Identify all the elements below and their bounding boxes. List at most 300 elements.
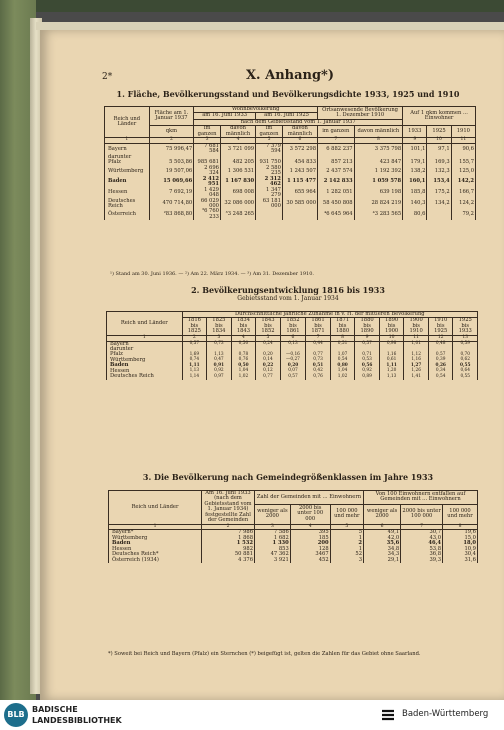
col-growth: Durchschnittliche jährliche Zunahme in v. H. der mittleren Bevölkerung [182,312,477,318]
section3-heading: 3. Die Bevölkerung nach Gemeindegrößenklassen im Jahre 1933 [142,472,434,482]
period-part: 1852 [261,328,275,335]
section3-footnote: *) Soweit bei Reich und Bayern (Pfalz) ein Sternchen (*) beigefügt ist, gelten die Zahlen für das Gebiet ohne Saarland. [108,651,421,657]
cell-value: 0,98 [379,341,404,347]
period-part: 1825 [212,317,226,324]
row-label: Hessen [109,547,202,552]
col-number: 6 [282,138,317,144]
cell-p25: 931 750 [256,160,283,165]
bw-label: Baden-Württemberg [402,709,489,719]
cell-p33: 985 681 [194,160,221,165]
col-year-1933: 1933 [403,126,427,138]
cell-m33: 1 306 531 [220,166,255,177]
cell-d25: 134,2 [427,199,451,210]
cell-m25: 454 833 [282,160,317,165]
page-number: 2* [102,72,113,82]
cell-sb: 30,7 [401,530,443,536]
cell-sa: 34,3 [364,552,401,557]
cell-total: 7 986 [202,530,255,536]
period-part: bis [461,322,470,329]
cell-value: 0,53 [355,358,380,363]
col-number: 11 [451,138,475,144]
cell-c: 1 [330,536,363,541]
cell-value: 0,12 [256,369,281,374]
col-number: 13 [453,335,478,341]
bw-lions-icon [380,707,398,723]
period-part: 1825 [187,328,201,335]
cell-value: 0,24 [256,341,281,347]
period-part: bis [314,322,322,329]
cell-m25: 655 964 [282,188,317,199]
col-total-10: im ganzen [318,126,355,138]
cell-value: 0,51 [330,341,355,347]
cell-d33: 101,1 [403,143,427,154]
cell-p10: 2 142 833 [318,177,355,188]
cell-sb: 46,4 [401,541,443,546]
period-part: bis [338,322,347,329]
cell-value: 0,51 [306,363,331,368]
period-part: bis [289,322,297,329]
cell-sa: 42,0 [364,536,401,541]
cell-value: 0,34 [428,369,453,374]
cell-sc: 31,6 [443,558,478,563]
cell-value: 0,92 [207,369,232,374]
cell-c: 3 [330,558,363,563]
cell-m33: 1 167 830 [220,177,255,188]
col-region: Reich und Länder [107,312,183,336]
page-top-edge [36,22,504,30]
col-share-lt2000: weniger als 2000 [364,504,401,524]
cell-m33: ³3 248 265 [220,209,255,220]
period-part: 1933 [458,328,472,335]
cell-d10: 90,6 [451,143,475,154]
col-number: 6 [280,335,306,341]
cell-p10: 857 213 [318,160,355,165]
cell-p25: 1 347 279 [256,188,283,199]
cell-d33: 80,6 [403,209,427,220]
period-part: bis [264,322,272,329]
cell-value: 0,78 [231,352,256,357]
period-part: bis [436,322,445,329]
col-number: 10 [427,138,451,144]
row-label: Baden [109,541,202,546]
cell-value: 1,02 [330,374,355,379]
cell-a: 47 362 [255,552,291,557]
period-part: 1910 [434,317,448,324]
cell-value: 0,62 [453,358,478,363]
period-part: 1843 [236,328,251,335]
col-area: Fläche am 1. Januar 1937 [149,107,194,126]
row-label: Pfalz [105,160,150,165]
cell-value: 0,47 [207,358,232,363]
cell-d33: 138,2 [403,166,427,177]
cell-d33: 140,3 [403,199,427,210]
cell-value: 0,44 [306,341,331,347]
period-part: 1880 [335,328,350,335]
period-header [428,318,453,335]
cell-p10: ⁴6 645 964 [318,209,355,220]
col-number: 7 [318,138,355,144]
cell-sc: 10,9 [443,547,478,552]
col-pop: Am 16. Juni 1933 (nach dem Gebietsstand vom 1. Januar 1934) festgestellte Zahl der Gemeinden [202,491,255,525]
cell-value: 1,13 [207,352,232,357]
row-label: Österreich (1934) [109,558,202,563]
cell-area: ²83 868,80 [149,209,194,220]
cell-value: 0,76 [306,374,331,379]
cell-b: 128 [290,547,330,552]
col-share-2000: 2000 bis unter 100 000 [401,504,443,524]
col-male-10: davon männlich [354,126,403,138]
cell-value: 0,07 [280,369,306,374]
cell-value: 0,26 [428,363,453,368]
cell-value: 1,13 [379,374,404,379]
cell-value: 0,80 [330,363,355,368]
row-label: darunter [107,347,183,352]
cell-value: 0,48 [428,341,453,347]
section2-heading: 2. Bevölkerungsentwicklung 1816 bis 1933 [191,285,385,295]
cell-value: 1,07 [330,352,355,357]
cell-value: 0,91 [207,363,232,368]
cell-value: 1,27 [404,363,429,368]
cell-value: 0,22 [256,363,281,368]
cell-value: 1,11 [379,363,404,368]
period-header [330,318,355,335]
cell-value: 1,16 [404,358,429,363]
row-label: Bayern* [109,530,202,536]
cell-area: 75 996,47 [149,143,194,154]
col-number: 3 [255,524,291,530]
table-row [107,374,478,379]
cell-p10: 6 882 237 [318,143,355,154]
cell-a: 7 586 [255,530,291,536]
col-number: 2 [149,138,194,144]
cell-d10: 155,7 [451,160,475,165]
period-part: 1890 [385,317,399,324]
cell-value: 0,77 [256,374,281,379]
cell-value: 1,02 [231,374,256,379]
col-number: 11 [404,335,429,341]
row-label: Hessen [105,188,150,199]
col-number: 5 [256,138,283,144]
table-row [105,143,476,154]
cell-value: 0,74 [182,358,207,363]
col-number: 8 [354,138,403,144]
col-number: 9 [403,138,427,144]
period-header [404,318,429,335]
cell-value: 1,04 [231,369,256,374]
col-number: 12 [428,335,453,341]
table-population-growth [106,311,478,380]
cell-m10: 639 198 [354,188,403,199]
col-pop1933: am 16. Juni 1933 [194,113,256,119]
col-male-33: davon männlich [220,126,255,138]
cell-value: 0,39 [428,358,453,363]
col-number: 1 [107,335,183,341]
col-pop1925: am 16. Juni 1925 [256,113,318,119]
col-number: 1 [109,524,202,530]
cell-m25: 1 243 507 [282,166,317,177]
cell-p33: 7 681 584 [194,143,221,154]
period-part: 1871 [311,328,325,335]
row-label: Deutsches Reich [105,199,150,210]
cell-value: 0,61 [379,358,404,363]
col-number: 5 [256,335,281,341]
cell-value: 0,57 [280,374,306,379]
cell-value: 0,77 [306,352,331,357]
col-2000: 2000 bis unter 100 000 [290,504,330,524]
cell-value: 0,92 [355,369,380,374]
cell-m10: 423 847 [354,160,403,165]
cell-m10: 3 375 798 [354,143,403,154]
col-male-25: davon männlich [282,126,317,138]
table-row [105,199,476,210]
cell-value: 1,16 [379,352,404,357]
cell-d25: 153,4 [427,177,451,188]
cell-p33: 2 696 324 [194,166,221,177]
period-header [306,318,331,335]
period-part: 1852 [286,317,300,324]
background-strip [0,0,504,12]
period-part: 1871 [335,317,350,324]
col-number: 2 [182,335,207,341]
cell-value: 0,97 [207,374,232,379]
cell-value: 1,04 [330,369,355,374]
row-label: Württemberg [105,166,150,177]
col-area-unit: qkm [149,126,194,138]
period-header [231,318,256,335]
cell-value: —0,16 [280,352,306,357]
cell-p33: 66 029 000 [194,199,221,210]
table-row [105,209,476,220]
cell-area: 5 503,86 [149,160,194,165]
cell-value: 0,55 [453,374,478,379]
period-part: bis [239,322,248,329]
cell-p33: 2 412 951 [194,177,221,188]
period-part: 1843 [261,317,275,324]
period-part: 1925 [458,317,472,324]
cell-m33: 482 205 [220,160,255,165]
col-lt2000: weniger als 2000 [255,504,291,524]
cell-p25: 7 379 594 [256,143,283,154]
col-count: Zahl der Gemeinden mit ... Einwohnern [255,491,364,505]
cell-value: 0,76 [231,358,256,363]
cell-value: 0,71 [355,352,380,357]
col-territory: nach dem Gebietsstand vom 1. Januar 1937 [194,119,403,125]
cell-p25: 63 181 000 [256,199,283,210]
col-share: Von 100 Einwohnern entfallen auf Gemeinden mit ... Einwohnern [364,491,478,505]
cell-value: 0,64 [453,369,478,374]
cell-value: 0,13 [280,341,306,347]
col-number: 4 [231,335,256,341]
cell-m25: 3 572 298 [282,143,317,154]
cell-value: 1,69 [182,352,207,357]
period-part: bis [215,322,223,329]
col-100000: 100 000 und mehr [330,504,363,524]
cell-sc: 19,6 [443,530,478,536]
cell-m10: 28 824 219 [354,199,403,210]
col-number: 6 [364,524,401,530]
cell-m10: 1 059 578 [354,177,403,188]
col-number: 2 [202,524,255,530]
cell-m33: 698 008 [220,188,255,199]
cell-p10: 1 282 051 [318,188,355,199]
table-row [109,558,478,563]
col-number: 1 [105,138,150,144]
cell-sa: 49,1 [364,530,401,536]
cell-m25 [282,209,317,220]
blb-name [32,704,122,726]
cell-value: 0,50 [231,363,256,368]
period-part: 1890 [360,328,374,335]
col-number: 7 [401,524,443,530]
cell-d33: 160,1 [403,177,427,188]
cell-p25: 2 580 235 [256,166,283,177]
cell-value: 1,26 [404,369,429,374]
cell-p33: ³6 760 233 [194,209,221,220]
col-region: Reich und Länder [105,107,150,138]
blb-logo: BLB [4,703,28,727]
cell-c: 1 [330,547,363,552]
cell-value: 0,70 [453,352,478,357]
period-part: bis [363,322,371,329]
section1-heading: 1. Fläche, Bevölkerungsstand und Bevölkerungsdichte 1933, 1925 und 1910 [116,89,460,99]
cell-area: 15 069,66 [149,177,194,188]
col-year-1925: 1925 [427,126,451,138]
cell-d33: 179,1 [403,160,427,165]
period-part: bis [387,322,396,329]
section1-footnote: ¹) Stand am 30. Juni 1936. — ²) Am 22. März 1934. — ³) Am 31. Dezember 1910. [110,271,314,277]
cell-value: 0,50 [231,341,256,347]
cell-m25: 30 585 000 [282,199,317,210]
period-header [453,318,478,335]
cell-sc: 30,4 [443,552,478,557]
blb-line1: BADISCHE [32,705,78,714]
cell-area: 19 507,06 [149,166,194,177]
row-label: Hessen [107,369,183,374]
cell-total: 1 868 [202,536,255,541]
col-year-1910: 1910 [451,126,475,138]
col-number: 7 [306,335,331,341]
cell-value: 0,56 [355,363,380,368]
period-part: 1925 [434,328,448,335]
cell-m33: 32 086 000 [220,199,255,210]
period-part: 1900 [409,317,423,324]
cell-sa: 34,8 [364,547,401,552]
cell-m10: ⁴3 283 565 [354,209,403,220]
cell-d10: 142,2 [451,177,475,188]
cell-p25 [256,209,283,220]
cell-sb: 36,8 [401,552,443,557]
cell-p25: 2 312 462 [256,177,283,188]
cell-d25: 169,3 [427,160,451,165]
cell-value: 0,57 [355,341,380,347]
cell-value: 1,41 [404,374,429,379]
table-row [105,166,476,177]
cell-value: 0,20 [280,363,306,368]
period-header [207,318,232,335]
period-part: 1861 [286,328,300,335]
cell-total: 1 532 [202,541,255,546]
col-share-100000: 100 000 und mehr [443,504,478,524]
cell-p10: 2 437 574 [318,166,355,177]
cell-value: 1,20 [379,369,404,374]
cell-value: 0,54 [330,358,355,363]
cell-area: 7 692,19 [149,188,194,199]
cell-value: 0,20 [256,352,281,357]
row-label: Deutsches Reich [107,374,183,379]
cell-value: 0,73 [207,341,232,347]
cell-p10: 58 450 808 [318,199,355,210]
cell-b: 200 [290,541,330,546]
cell-d10: 125,0 [451,166,475,177]
period-header [256,318,281,335]
table-area-population [104,106,476,220]
period-header [280,318,306,335]
row-label: Baden [107,363,183,368]
row-label: Württemberg [107,358,183,363]
cell-c: 5 [330,530,363,536]
cell-d25: 97,1 [427,143,451,154]
table-row [105,177,476,188]
cell-d33: 185,8 [403,188,427,199]
col-number: 4 [220,138,255,144]
cell-a: 1 330 [255,541,291,546]
period-part: 1861 [311,317,325,324]
col-total-33: im ganzen [194,126,221,138]
cell-value: 0,54 [428,374,453,379]
col-density: Auf 1 qkm kommen ... Einwohner [403,107,476,126]
col-region: Reich und Länder [109,491,202,525]
cell-value: 0,57 [182,341,207,347]
cell-total: 4 376 [202,558,255,563]
period-part: 1880 [360,317,374,324]
cell-d10: 79,2 [451,209,475,220]
cell-value: 0,89 [355,374,380,379]
period-part: 1910 [409,328,423,335]
cell-sa: 35,6 [364,541,401,546]
cell-sc: 15,0 [443,536,478,541]
col-total-25: im ganzen [256,126,283,138]
row-label: darunter [105,155,150,160]
period-header [182,318,207,335]
section2-subheading: Gebietsstand vom 1. Januar 1934 [237,295,339,302]
col-number: 10 [379,335,404,341]
period-part: 1834 [236,317,251,324]
cell-d10: 124,2 [451,199,475,210]
page-title: X. Anhang*) [245,68,335,83]
cell-p33: 1 429 048 [194,188,221,199]
period-part: bis [190,322,199,329]
row-label: Württemberg [109,536,202,541]
col-number: 8 [443,524,478,530]
period-part: 1834 [212,328,226,335]
period-header [379,318,404,335]
row-label: Bayern [107,341,183,347]
col-number: 9 [355,335,380,341]
cell-value: 1,01 [404,341,429,347]
cell-a: 1 682 [255,536,291,541]
cell-value: —0,27 [280,358,306,363]
period-part: 1900 [385,328,399,335]
col-number: 5 [330,524,363,530]
cell-m33: 3 721 099 [220,143,255,154]
cell-sb: 39,3 [401,558,443,563]
cell-b: 3467 [290,552,330,557]
row-label: Bayern [105,143,150,154]
cell-a: 853 [255,547,291,552]
period-header [355,318,380,335]
period-part: 1816 [187,317,201,324]
row-label: Deutsches Reich* [109,552,202,557]
